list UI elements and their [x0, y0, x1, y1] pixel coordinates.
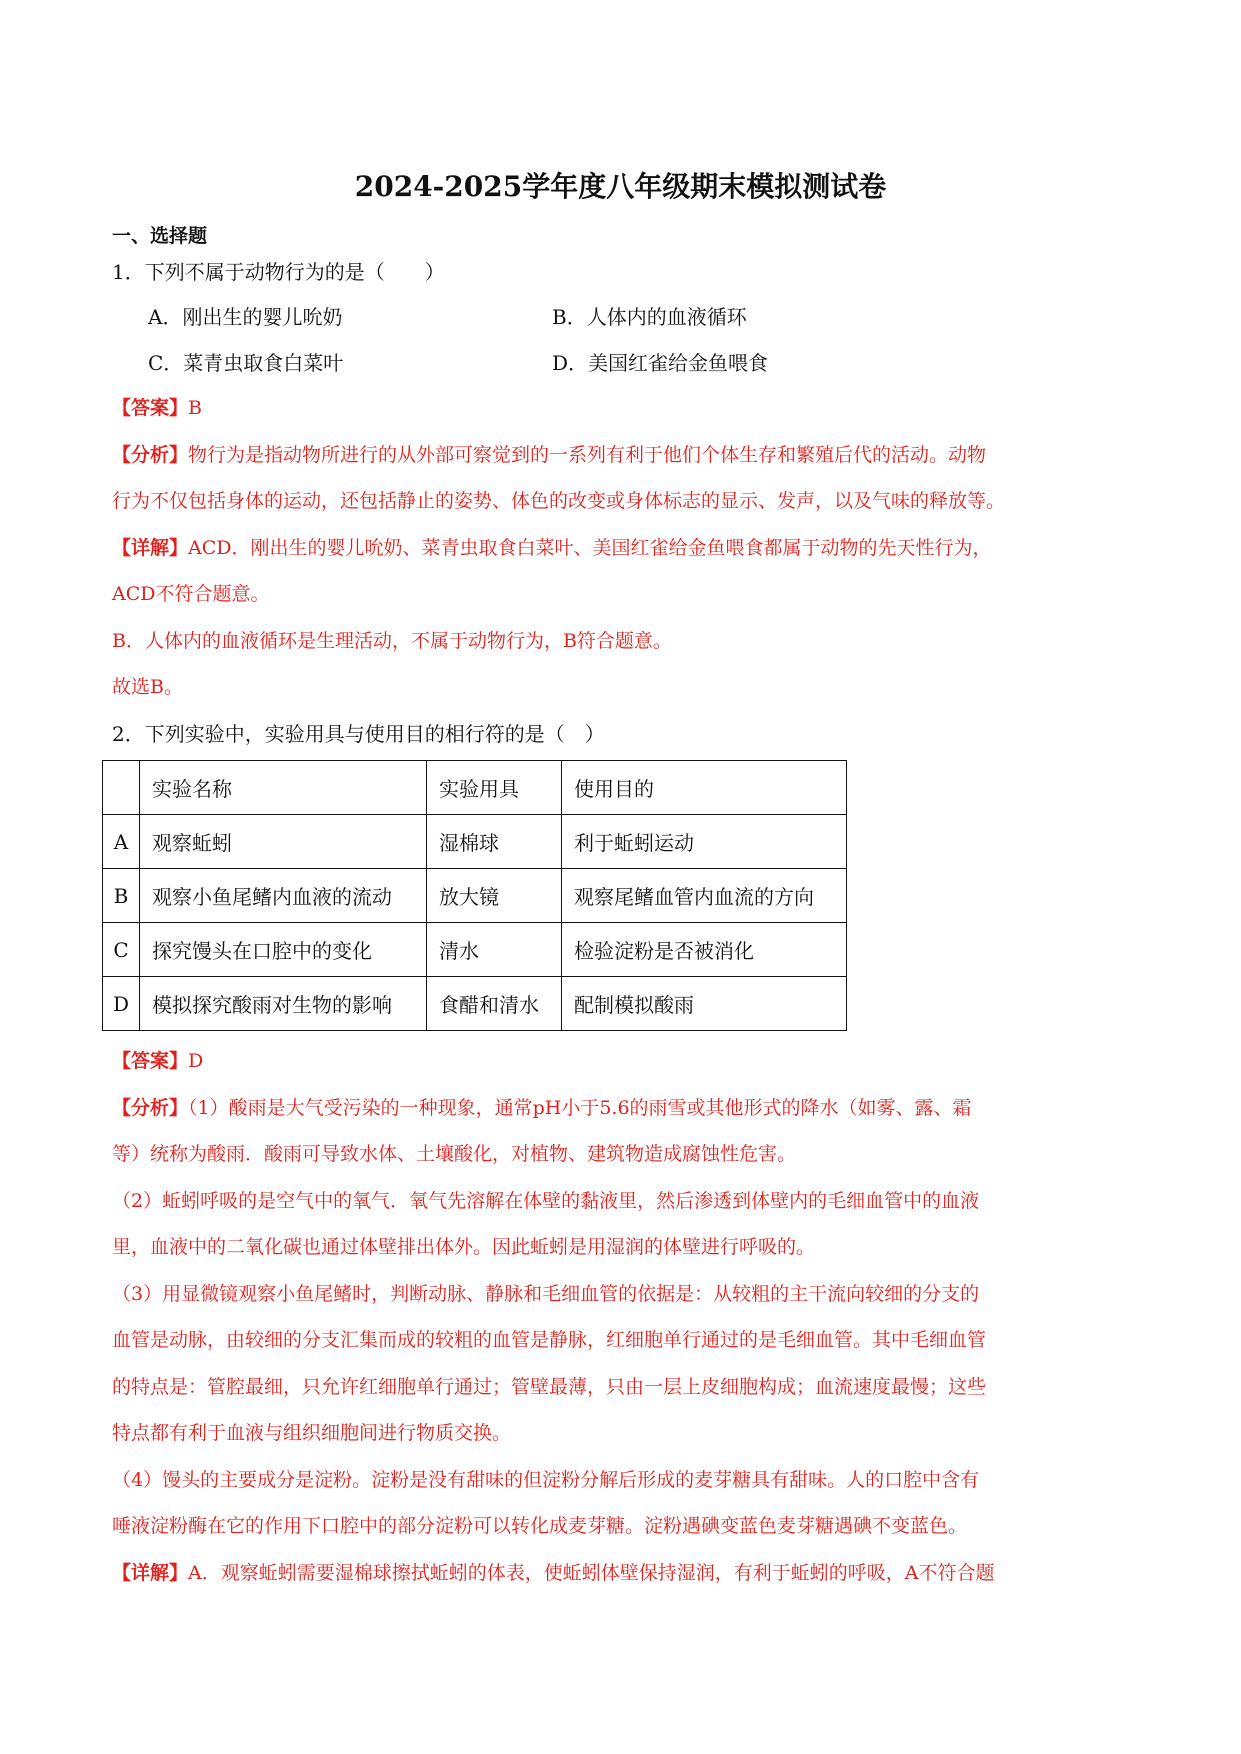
q1-detail-line: 【详解】ACD．刚出生的婴儿吮奶、菜青虫取食白菜叶、美国红雀给金鱼喂食都属于动物的先天性行为， [112, 537, 992, 559]
q2-analysis-line: 的特点是：管腔最细，只允许红细胞单行通过；管壁最薄，只由一层上皮细胞构成；血流速度最慢；这些 [112, 1376, 987, 1398]
q2-analysis-line: 血管是动脉，由较细的分支汇集而成的较粗的血管是静脉，红细胞单行通过的是毛细血管。其中毛细血管 [112, 1329, 987, 1351]
table-cell: 食醋和清水 [427, 977, 562, 1031]
table-cell: D [103, 977, 140, 1031]
table-cell: 观察蚯蚓 [140, 815, 427, 869]
experiment-table [102, 760, 847, 1031]
table-cell: 放大镜 [427, 869, 562, 923]
table-cell: 模拟探究酸雨对生物的影响 [140, 977, 427, 1031]
q2-analysis-line: 唾液淀粉酶在它的作用下口腔中的部分淀粉可以转化成麦芽糖。淀粉遇碘变蓝色麦芽糖遇碘不变蓝色。 [112, 1515, 968, 1537]
table-cell: A [103, 815, 140, 869]
table-row [103, 923, 847, 977]
q1-option-c: C．菜青虫取食白菜叶 [148, 351, 344, 375]
q1-stem: 1．下列不属于动物行为的是（ ） [112, 260, 445, 284]
section-heading: 一、选择题 [112, 225, 208, 247]
q2-stem: 2．下列实验中，实验用具与使用目的相行符的是（ ） [112, 722, 605, 746]
table-cell: 检验淀粉是否被消化 [562, 923, 847, 977]
table-row [103, 977, 847, 1031]
table-header-row [103, 761, 847, 815]
q2-detail-line: 【详解】A．观察蚯蚓需要湿棉球擦拭蚯蚓的体表，使蚯蚓体壁保持湿润，有利于蚯蚓的呼吸，A不符合题 [112, 1562, 995, 1584]
table-cell: 湿棉球 [427, 815, 562, 869]
table-cell: B [103, 869, 140, 923]
q2-analysis-line: 特点都有利于血液与组织细胞间进行物质交换。 [112, 1422, 512, 1444]
q1-analysis-line: 行为不仅包括身体的运动，还包括静止的姿势、体色的改变或身体标志的显示、发声，以及气味的释放等。 [112, 490, 1006, 512]
q1-detail-line: B．人体内的血液循环是生理活动，不属于动物行为，B符合题意。 [112, 630, 672, 652]
q2-answer: 【答案】D [112, 1050, 204, 1072]
q2-analysis-line: （3）用显微镜观察小鱼尾鳍时，判断动脉、静脉和毛细血管的依据是：从较粗的主干流向较细的分支的 [112, 1283, 980, 1305]
table-cell: C [103, 923, 140, 977]
table-cell: 实验用具 [427, 761, 562, 815]
page-title: 2024-2025学年度八年级期末模拟测试卷 [354, 170, 887, 203]
q1-detail-line: 故选B。 [112, 676, 183, 698]
table-cell: 观察尾鳍血管内血流的方向 [562, 869, 847, 923]
q2-analysis-line: （4）馒头的主要成分是淀粉。淀粉是没有甜味的但淀粉分解后形成的麦芽糖具有甜味。人的口腔中含有 [112, 1469, 980, 1491]
table-cell: 实验名称 [140, 761, 427, 815]
q1-option-b: B．人体内的血液循环 [552, 305, 747, 329]
table-cell [103, 761, 140, 815]
table-cell: 观察小鱼尾鳍内血液的流动 [140, 869, 427, 923]
q2-analysis-line: 【分析】（1）酸雨是大气受污染的一种现象，通常pH小于5.6的雨雪或其他形式的降水（如雾、露、霜 [112, 1097, 972, 1119]
q1-option-d: D．美国红雀给金鱼喂食 [552, 351, 769, 375]
q2-analysis-line: 里，血液中的二氧化碳也通过体壁排出体外。因此蚯蚓是用湿润的体壁进行呼吸的。 [112, 1236, 816, 1258]
q1-analysis-line: 【分析】物行为是指动物所进行的从外部可察觉到的一系列有利于他们个体生存和繁殖后代的活动。动物 [112, 444, 987, 466]
table-row [103, 869, 847, 923]
q1-option-a: A．刚出生的婴儿吮奶 [148, 305, 343, 329]
table-cell: 清水 [427, 923, 562, 977]
q1-answer: 【答案】B [112, 397, 202, 419]
q2-analysis-line: （2）蚯蚓呼吸的是空气中的氧气．氧气先溶解在体壁的黏液里，然后渗透到体壁内的毛细血管中的血液 [112, 1190, 980, 1212]
q1-detail-line: ACD不符合题意。 [112, 583, 270, 605]
table-cell: 利于蚯蚓运动 [562, 815, 847, 869]
table-row [103, 815, 847, 869]
q2-analysis-line: 等）统称为酸雨．酸雨可导致水体、土壤酸化，对植物、建筑物造成腐蚀性危害。 [112, 1143, 797, 1165]
table-cell: 探究馒头在口腔中的变化 [140, 923, 427, 977]
table-cell: 配制模拟酸雨 [562, 977, 847, 1031]
table-cell: 使用目的 [562, 761, 847, 815]
